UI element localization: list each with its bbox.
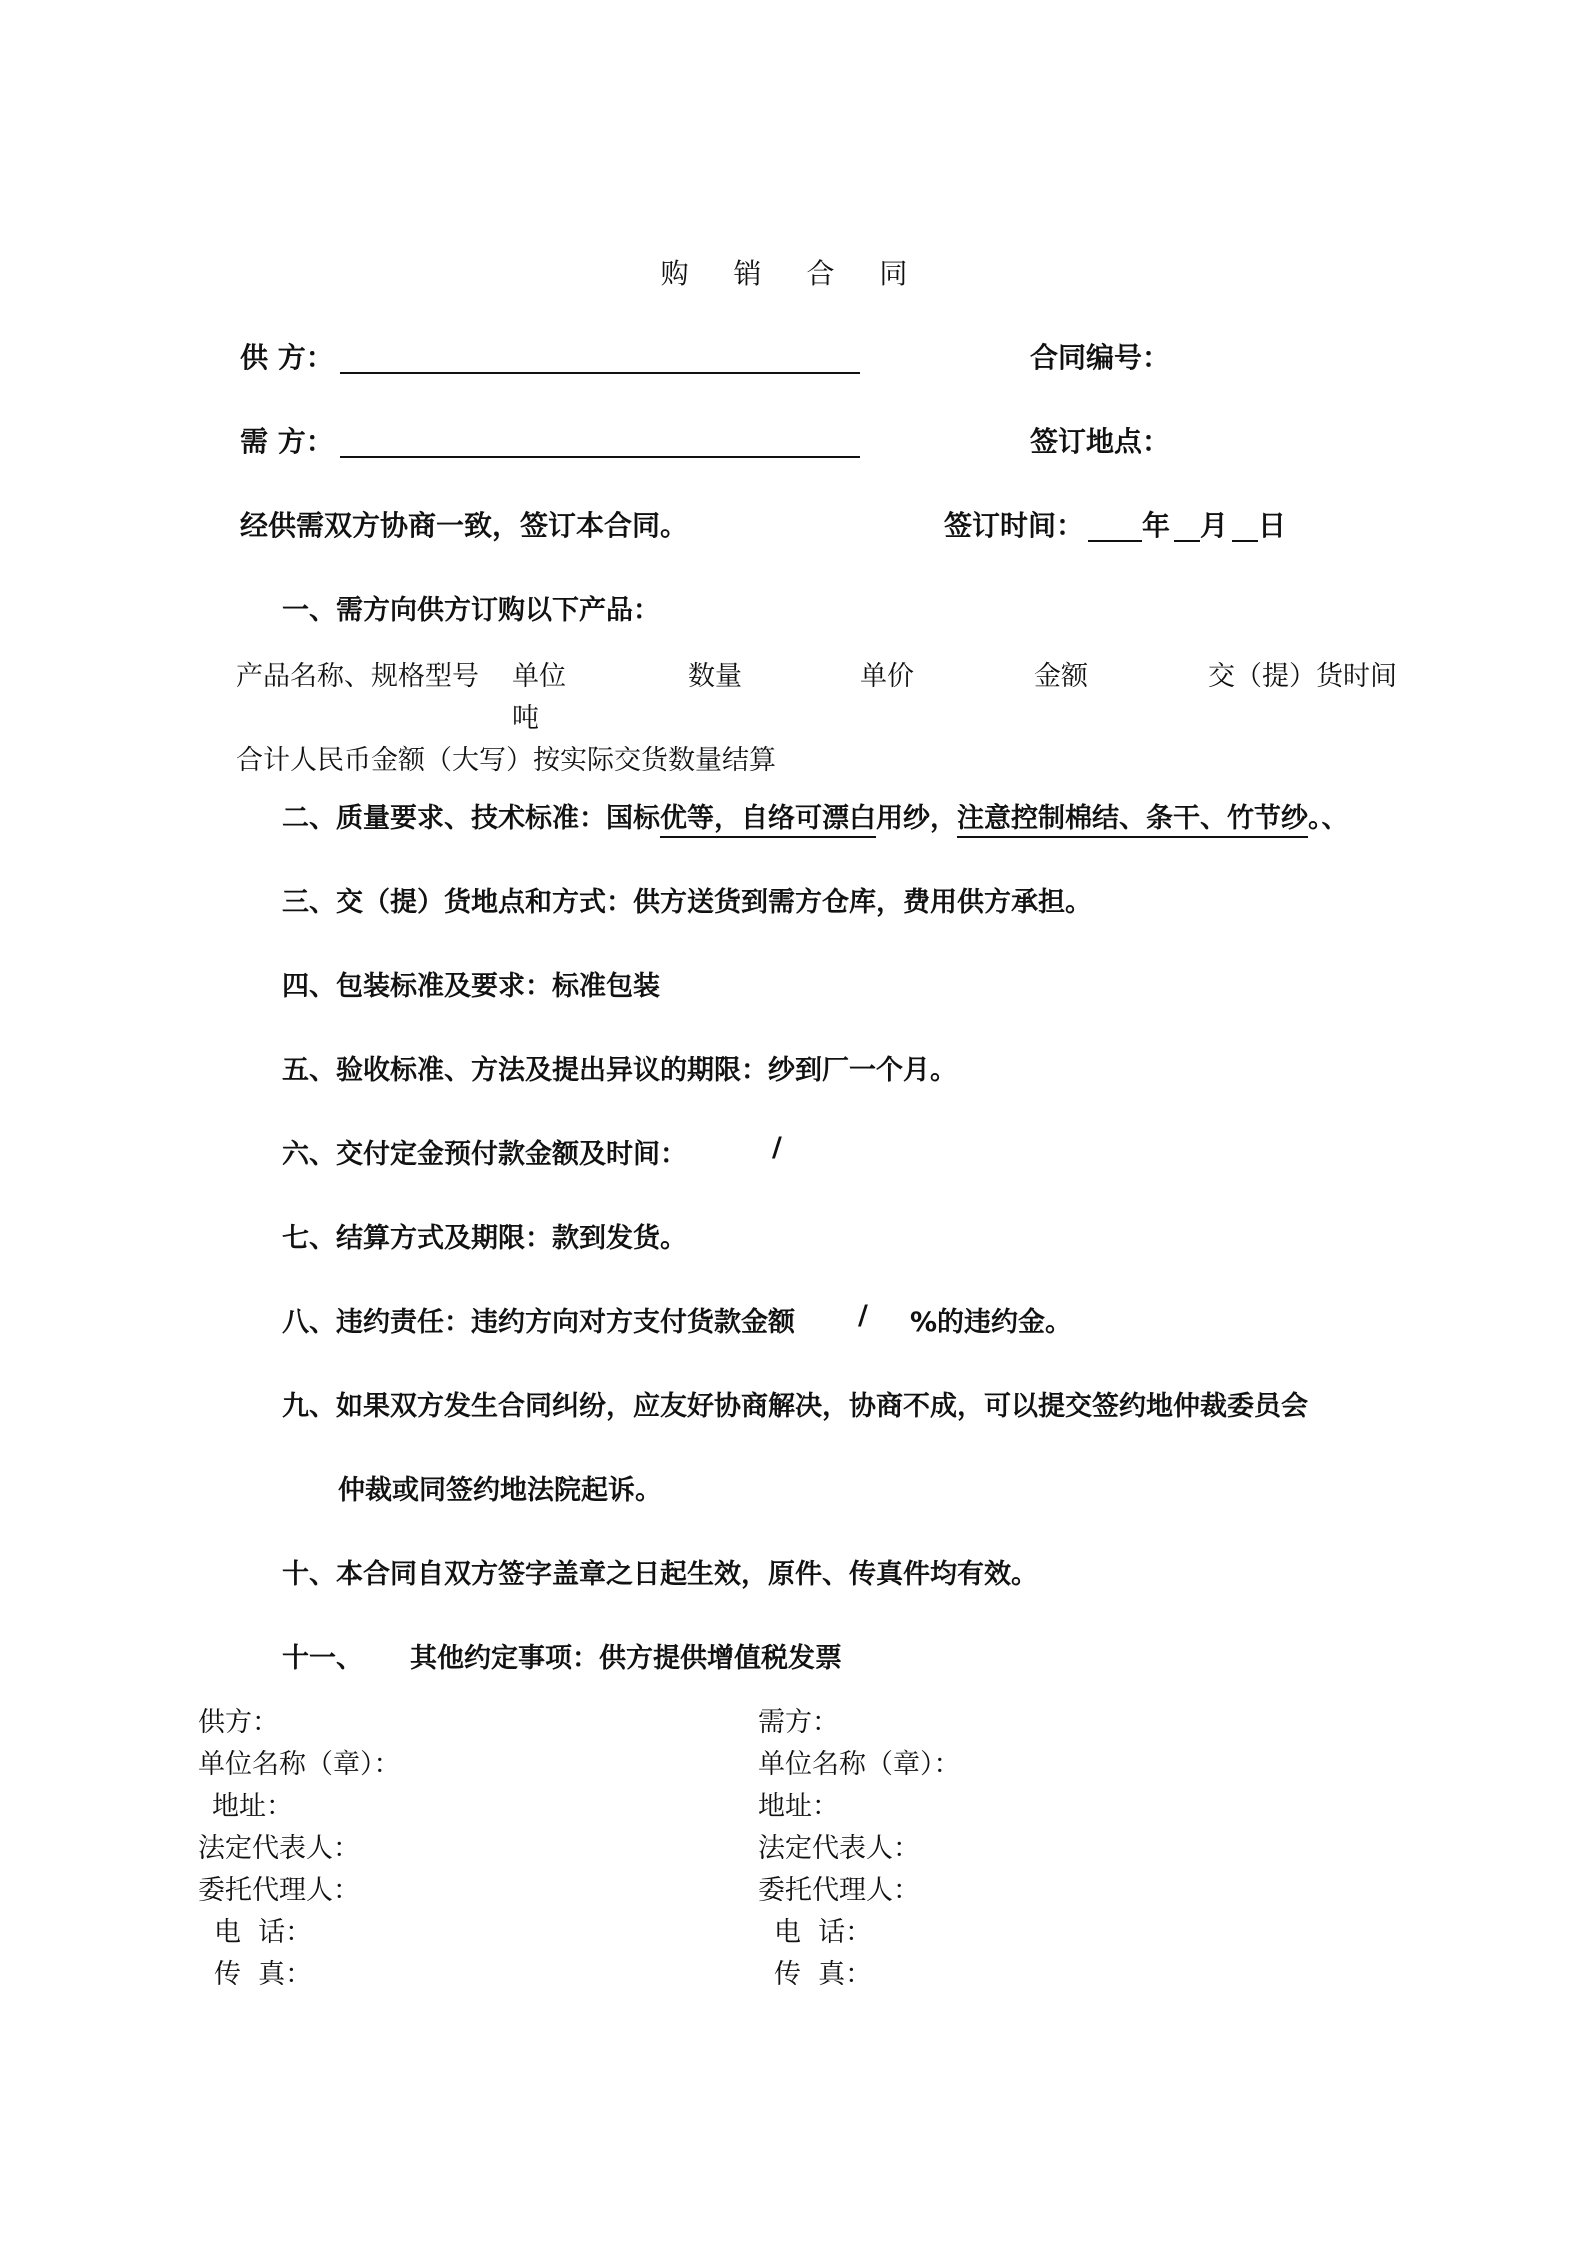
sig-left-fax: 传 真： [214, 1959, 313, 1990]
clause-2-prefix: 二、质量要求、技术标准：国标 [282, 803, 660, 834]
sig-right-agent: 委托代理人： [758, 1875, 920, 1906]
clause-2-underlined-2: 注意控制棉结、条干、竹节纱 [957, 803, 1308, 838]
clause-7: 七、结算方式及期限：款到发货。 [282, 1223, 687, 1254]
table-unit-value: 吨 [512, 703, 539, 734]
clause-3: 三、交（提）货地点和方式：供方送货到需方仓库，费用供方承担。 [282, 887, 1092, 918]
day-label: 日 [1258, 509, 1287, 542]
sig-right-address: 地址： [758, 1791, 839, 1822]
month-input-line[interactable] [1174, 540, 1200, 542]
year-input-line[interactable] [1088, 540, 1142, 542]
supplier-input-line[interactable] [340, 372, 860, 374]
clause-10: 十、本合同自双方签字盖章之日起生效，原件、传真件均有效。 [282, 1559, 1038, 1590]
clause-9-line-1: 九、如果双方发生合同纠纷，应友好协商解决，协商不成，可以提交签约地仲裁委员会 [282, 1391, 1308, 1422]
clause-2-mid: 用纱， [876, 803, 957, 834]
sign-place-label: 签订地点： [1030, 425, 1171, 458]
clause-8-suffix: %的违约金。 [910, 1307, 1073, 1338]
sig-right-legal-rep: 法定代表人： [758, 1833, 920, 1864]
clause-2-suffix: 。、 [1308, 803, 1349, 834]
sig-left-party: 供方： [198, 1707, 279, 1738]
sig-left-company: 单位名称（章）： [198, 1749, 401, 1780]
table-header-amount: 金额 [1034, 661, 1088, 692]
sig-left-legal-rep: 法定代表人： [198, 1833, 360, 1864]
sig-right-fax: 传 真： [774, 1959, 873, 1990]
sig-left-phone: 电 话： [214, 1917, 313, 1948]
month-label: 月 [1200, 509, 1229, 542]
buyer-input-line[interactable] [340, 456, 860, 458]
clause-4: 四、包装标准及要求：标准包装 [282, 971, 660, 1002]
clause-8: 八、违约责任：违约方向对方支付货款金额 [282, 1307, 795, 1338]
table-total: 合计人民币金额（大写）按实际交货数量结算 [236, 745, 776, 776]
clause-2 [282, 796, 1349, 835]
sig-right-company: 单位名称（章）： [758, 1749, 961, 1780]
table-header-quantity: 数量 [688, 661, 742, 692]
agreement-text: 经供需双方协商一致，签订本合同。 [240, 509, 689, 542]
day-input-line[interactable] [1232, 540, 1258, 542]
contract-no-label: 合同编号： [1030, 341, 1171, 374]
clause-5: 五、验收标准、方法及提出异议的期限：纱到厂一个月。 [282, 1055, 957, 1086]
sign-time-label: 签订时间： [944, 509, 1085, 542]
sig-right-phone: 电 话： [774, 1917, 873, 1948]
clause-6: 六、交付定金预付款金额及时间： [282, 1139, 687, 1170]
clause-11-text: 其他约定事项：供方提供增值税发票 [410, 1643, 842, 1674]
table-header-price: 单价 [860, 661, 914, 692]
contract-title: 购 销 合 同 [660, 257, 926, 290]
clause-8-value: / [858, 1300, 868, 1331]
year-label: 年 [1142, 509, 1171, 542]
clause-2-underlined-1: 优等，自络可漂白 [660, 803, 876, 838]
buyer-label: 需 方： [240, 425, 334, 458]
supplier-label: 供 方： [240, 341, 334, 374]
clause-6-value: / [772, 1132, 782, 1163]
table-header-unit: 单位 [512, 661, 566, 692]
table-header-delivery-time: 交（提）货时间 [1208, 661, 1397, 692]
clause-9-line-2: 仲裁或同签约地法院起诉。 [338, 1475, 662, 1506]
sig-left-address: 地址： [212, 1791, 293, 1822]
clause-11-number: 十一、 [282, 1643, 363, 1674]
table-header-name: 产品名称、规格型号 [236, 661, 479, 692]
clause-1: 一、需方向供方订购以下产品： [282, 595, 660, 626]
sig-left-agent: 委托代理人： [198, 1875, 360, 1906]
sig-right-party: 需方： [758, 1707, 839, 1738]
